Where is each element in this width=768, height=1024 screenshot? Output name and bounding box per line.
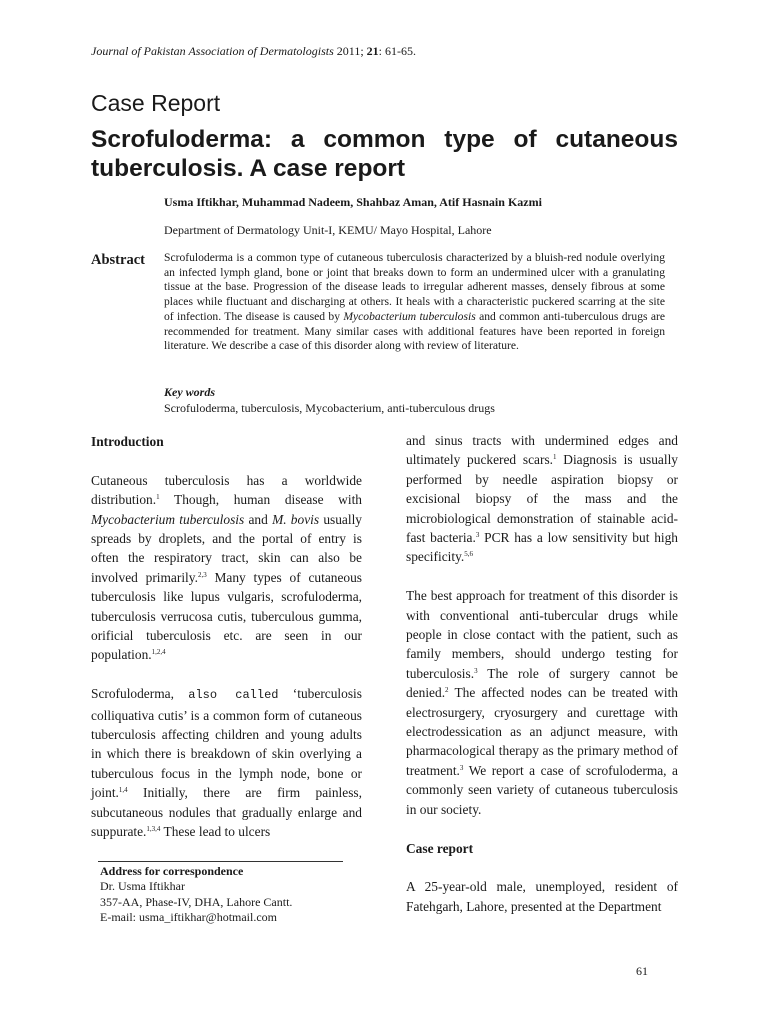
footnote-divider — [98, 861, 343, 862]
article-title: Scrofuloderma: a common type of cutaneous tuberculosis. A case report — [91, 126, 678, 182]
citation-ref[interactable]: 3 — [459, 763, 464, 772]
text-run: The best approach for treatment of this disorder is with conventional anti-tubercular drugs while people in close contact with the patient, such as family members, should undergo testing for tuberculosis. — [406, 588, 678, 681]
correspondence-block — [100, 864, 292, 925]
citation-ref[interactable]: 3 — [474, 666, 478, 675]
right-column — [406, 431, 678, 936]
article-type-label: Case Report — [91, 90, 221, 116]
text-run: The role of surgery cannot be denied. — [406, 665, 678, 701]
text-run: and sinus tracts with undermined edges and ultimately puckered scars. — [406, 433, 678, 468]
right-paragraph-2 — [406, 586, 678, 819]
case-report-heading: Case report — [406, 840, 474, 856]
journal-year: 2011; — [333, 44, 367, 58]
text-run: Diagnosis is usually performed by needle aspiration biopsy or excisional biopsy of the mass and the microbiological demonstration of stainable acid-fast bacteria. — [406, 452, 678, 546]
citation-ref[interactable]: 2,3 — [197, 570, 207, 579]
journal-pages: : 61-65. — [378, 44, 417, 58]
organism-name: M. bovis — [272, 511, 320, 527]
text-run: Though, human disease with — [159, 492, 362, 508]
citation-ref[interactable]: 1,4 — [118, 786, 128, 795]
also-called-text: also called — [188, 688, 279, 703]
citation-ref[interactable]: 1,3,4 — [146, 825, 161, 834]
text-run: and — [244, 511, 273, 527]
journal-volume: 21 — [366, 44, 379, 58]
intro-paragraph-2 — [91, 684, 362, 841]
text-run: ‘tuberculosis colliquativa cutis’ is a common form of cutaneous tuberculosis affecting children and young adults in which there is breakdown of skin overlying a tuberculous focus in the lymph node, bone or joint. — [91, 686, 362, 801]
text-run: We report a case of scrofuloderma, a commonly seen variety of cutaneous tuberculosis in our society. — [406, 762, 678, 817]
page-number: 61 — [636, 964, 648, 978]
affiliation: Department of Dermatology Unit-I, KEMU/ Mayo Hospital, Lahore — [164, 223, 492, 237]
intro-paragraph-1 — [91, 471, 362, 665]
text-run: Many types of cutaneous tuberculosis like lupus vulgaris, scrofuloderma, tuberculosis verrucosa cutis, tuberculous gumma, orificial tuberculosis etc. are seen in our population. — [91, 569, 362, 663]
text-run: Scrofuloderma, — [91, 686, 189, 702]
right-paragraph-1 — [406, 431, 678, 567]
journal-name: Journal of Pakistan Association of Dermatologists — [91, 44, 334, 58]
citation-ref[interactable]: 2 — [445, 686, 449, 695]
text-run: The affected nodes can be treated with electrosurgery, cryosurgery and curettage with electrodessication as an adjunct measure, with pharmacological therapy as the primary method of treatment. — [406, 685, 678, 778]
keywords-label: Key words — [164, 385, 215, 399]
authors: Usma Iftikhar, Muhammad Nadeem, Shahbaz Aman, Atif Hasnain Kazmi — [164, 195, 542, 209]
citation-ref[interactable]: 3 — [475, 531, 480, 540]
abstract-organism: Mycobacterium tuberculosis — [343, 309, 476, 323]
text-run: Cutaneous tuberculosis has a worldwide distribution. — [91, 472, 362, 508]
citation-ref[interactable]: 5,6 — [464, 550, 473, 559]
text-run: These lead to ulcers — [160, 824, 271, 840]
correspondence-name: Dr. Usma Iftikhar — [100, 879, 185, 894]
case-report-text: A 25-year-old male, unemployed, resident of Fatehgarh, Lahore, presented at the Department — [406, 879, 678, 914]
left-column — [91, 432, 362, 861]
citation-ref[interactable]: 1 — [553, 453, 557, 462]
journal-citation — [91, 44, 416, 59]
citation-ref[interactable]: 1 — [156, 493, 160, 502]
correspondence-email[interactable]: E-mail: usma_iftikhar@hotmail.com — [100, 909, 278, 924]
text-run: usually spreads by droplets, and the portal of entry is often the respiratory tract, skin can also be involved primarily. — [91, 511, 362, 585]
abstract-text-part: and common anti-tuberculous drugs are recommended for treatment. Many similar cases with additional features have been reported in foreign literature. We describe a case of this disorder along with review of literature. — [164, 309, 666, 353]
keywords-text: Scrofuloderma, tuberculosis, Mycobacterium, anti-tuberculous drugs — [164, 401, 495, 415]
abstract-text-part: Scrofuloderma is a common type of cutaneous tuberculosis characterized by a bluish-red nodule overlying an infected lymph gland, bone or joint that breaks down to form an undermined ulcer with a granulating tissue at the base. Progression of the disease leads to irregular adherent masses, densely fibrous at some places while fluctuant and discharging at others. It heals with a characteristic puckered scarring at the site of infection. The disease is caused by — [164, 251, 665, 323]
citation-ref[interactable]: 1,2,4 — [151, 648, 166, 657]
text-run: Initially, there are firm painless, subcutaneous nodules that gradually enlarge and suppurate. — [91, 785, 362, 840]
organism-name: Mycobacterium tuberculosis — [91, 511, 245, 527]
abstract-label: Abstract — [91, 252, 145, 268]
introduction-heading: Introduction — [91, 434, 164, 449]
abstract-text — [164, 251, 665, 354]
correspondence-address: 357-AA, Phase-IV, DHA, Lahore Cantt. — [100, 894, 293, 909]
correspondence-heading: Address for correspondence — [100, 864, 244, 878]
text-run: PCR has a low sensitivity but high specificity. — [406, 530, 678, 565]
